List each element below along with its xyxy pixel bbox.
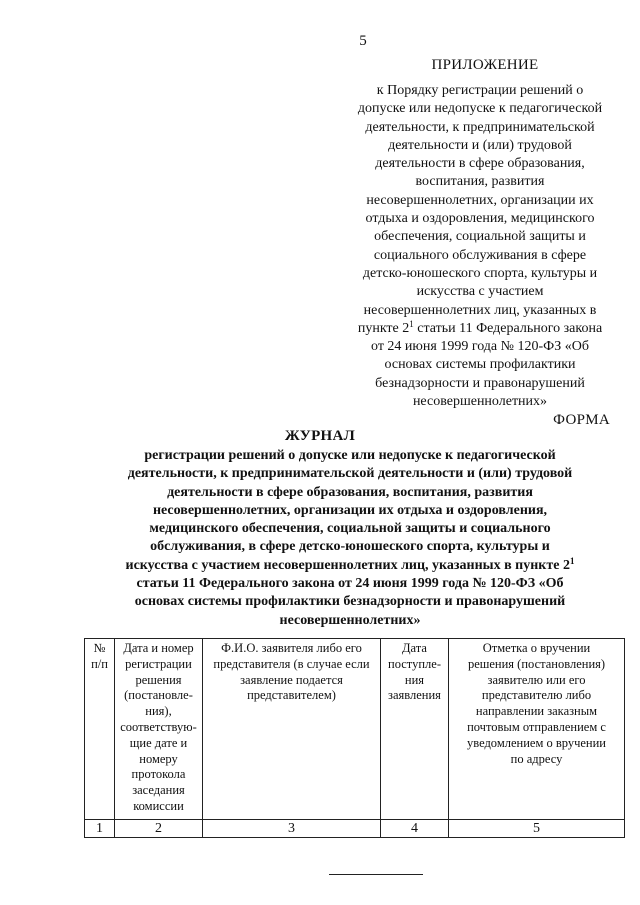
appendix-line: несовершеннолетних, организации их <box>366 192 594 208</box>
appendix-line: деятельности в сфере образования, <box>375 156 585 172</box>
column-number-cell: 5 <box>449 820 625 838</box>
form-label: ФОРМА <box>553 412 610 428</box>
column-number-cell: 3 <box>203 820 381 838</box>
journal-line: несовершеннолетних, организации их отдыха и оздоровления, <box>152 502 548 518</box>
journal-line <box>60 557 640 575</box>
appendix-line: от 24 июня 1999 года № 120-ФЗ «Об <box>371 339 589 355</box>
superscript-number: 1 <box>569 555 575 566</box>
appendix-line: основах системы профилактики <box>384 357 576 373</box>
appendix-line-text: несовершеннолетних лиц, указанных в <box>363 302 597 318</box>
appendix-line: отдыха и оздоровления, медицинского <box>365 211 595 227</box>
appendix-title: ПРИЛОЖЕНИЕ <box>431 57 539 73</box>
appendix-line-text: статьи 11 Федерального закона <box>417 320 603 336</box>
journal-line: деятельности, к предпринимательской деятельности и (или) трудовой <box>127 466 573 482</box>
footer-divider <box>329 874 423 875</box>
journal-title: ЖУРНАЛ <box>284 428 356 444</box>
registration-journal-table <box>84 638 625 838</box>
journal-line: основах системы профилактики безнадзорности и правонарушений <box>134 594 566 610</box>
journal-line: обслуживания, в сфере детско-юношеского спорта, культуры и <box>150 539 550 555</box>
journal-line: несовершеннолетних» <box>279 612 421 628</box>
journal-line: регистрации решений о допуске или недопуске к педагогической <box>144 448 556 463</box>
page-number: 5 <box>359 33 367 49</box>
appendix-line: деятельности, к предпринимательской <box>365 119 595 135</box>
journal-line: медицинского обеспечения, социальной защиты и социального <box>149 521 551 537</box>
column-header-decision-date: Дата и номер регистрации решения (постановле- ния), соответствую- щие дате и номеру протокола заседания комиссии <box>115 639 203 820</box>
appendix-line: воспитания, развития <box>415 174 545 190</box>
column-header-delivery-mark: Отметка о вручении решения (постановления) заявителю или его представителю либо направлении заказным почтовым отправлением с уведомлением о вручении по адресу <box>449 639 625 820</box>
appendix-line: детско-юношеского спорта, культуры и <box>362 265 598 281</box>
appendix-line: допуске или недопуске к педагогической <box>357 101 603 117</box>
appendix-line: к Порядку регистрации решений о <box>376 83 584 98</box>
column-header-application-date: Дата поступле- ния заявления <box>381 639 449 820</box>
appendix-line: деятельности и (или) трудовой <box>388 137 572 153</box>
appendix-line: социального обслуживания в сфере <box>373 247 587 263</box>
journal-line: деятельности в сфере образования, воспитания, развития <box>167 484 533 500</box>
appendix-line: обеспечения, социальной защиты и <box>374 229 586 245</box>
journal-subtitle <box>60 447 640 630</box>
journal-line-text: искусства с участием несовершеннолетних лиц, указанных в пункте 2 <box>125 557 570 573</box>
table-header-row <box>85 639 625 820</box>
appendix-line: несовершеннолетних» <box>412 394 548 410</box>
appendix-line: искусства с участием <box>416 284 544 300</box>
superscript-number: 1 <box>409 318 414 329</box>
column-number-cell: 4 <box>381 820 449 838</box>
appendix-text <box>330 82 630 411</box>
appendix-line: безнадзорности и правонарушений <box>375 375 585 391</box>
appendix-line <box>330 302 630 320</box>
journal-line: статьи 11 Федерального закона от 24 июня 1999 года № 120-ФЗ «Об <box>136 576 564 592</box>
column-number-cell: 2 <box>115 820 203 838</box>
appendix-point-label: пункте 2 <box>357 320 410 336</box>
column-number-cell: 1 <box>85 820 115 838</box>
appendix-line <box>330 320 630 338</box>
table-row-column-numbers <box>85 820 625 838</box>
column-header-applicant-name: Ф.И.О. заявителя либо его представителя (в случае если заявление подается представителем) <box>203 639 381 820</box>
column-header-number: № п/п <box>85 639 115 820</box>
